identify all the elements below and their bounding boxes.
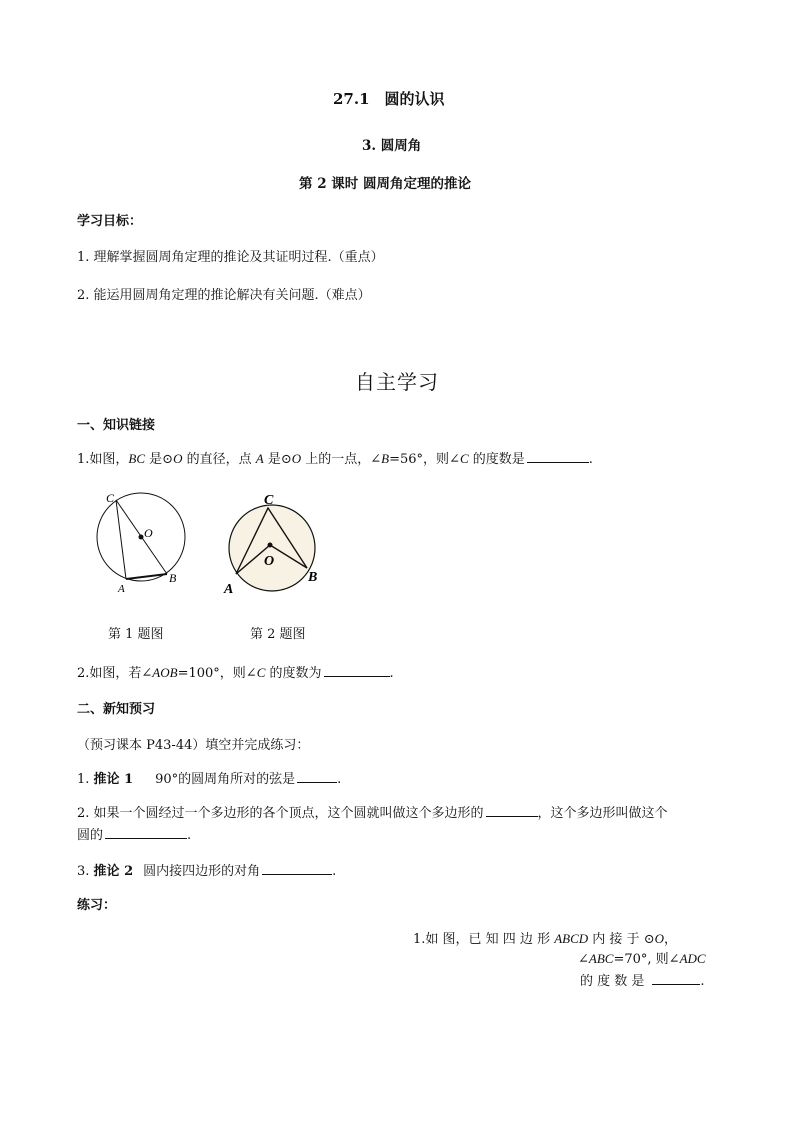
preview-item-2-cont: 圆的 . bbox=[77, 828, 192, 843]
fig2-label-a: A bbox=[224, 582, 234, 597]
preview-intro: （预习课本 P43-44）填空并完成练习： bbox=[77, 738, 310, 753]
figure-1-caption: 第 1 题图 bbox=[108, 627, 164, 642]
answer-blank[interactable] bbox=[262, 873, 332, 875]
answer-blank[interactable] bbox=[527, 461, 589, 463]
exercise-q1-line2: ∠ABC=70°, 则∠ADC bbox=[578, 951, 706, 967]
exercise-heading: 练习： bbox=[77, 898, 117, 913]
exercise-q1-line1: 1.如 图，已 知 四 边 形 ABCD 内 接 于 ⊙O， bbox=[413, 931, 677, 947]
fig2-label-c: C bbox=[264, 493, 274, 508]
objectives-heading: 学习目标： bbox=[77, 214, 143, 229]
exercise-q1-line3: 的 度 数 是 . bbox=[580, 974, 705, 989]
preview-item-1: 1. 推论 1 90°的圆周角所对的弦是 . bbox=[77, 772, 342, 787]
answer-blank[interactable] bbox=[105, 837, 187, 839]
section-subtitle: 3. 圆周角 bbox=[362, 138, 422, 154]
answer-blank[interactable] bbox=[652, 983, 700, 985]
section-heading: 自主学习 bbox=[355, 370, 439, 394]
preview-item-2: 2. 如果一个圆经过一个多边形的各个顶点，这个圆就叫做这个多边形的 ，这个多边形叫做这个 bbox=[77, 806, 668, 821]
figure-2 bbox=[218, 488, 330, 600]
question-1: 1.如图，BC 是⊙O 的直径，点 A 是⊙O 上的一点，∠B=56°，则∠C 的度数是 . bbox=[77, 451, 593, 467]
fig2-label-o: O bbox=[264, 554, 275, 569]
preview-item-3: 3. 推论 2 圆内接四边形的对角 . bbox=[77, 864, 337, 879]
fig1-label-o: O bbox=[144, 526, 153, 540]
answer-blank[interactable] bbox=[297, 781, 337, 783]
figure-2-caption: 第 2 题图 bbox=[250, 627, 306, 642]
fig2-label-b: B bbox=[308, 570, 318, 585]
question-2: 2.如图，若∠AOB=100°，则∠C 的度数为 . bbox=[77, 665, 394, 681]
fig1-label-b: B bbox=[169, 571, 177, 585]
objective-item: 1. 理解掌握圆周角定理的推论及其证明过程.（重点） bbox=[77, 250, 384, 265]
answer-blank[interactable] bbox=[486, 815, 538, 817]
part1-heading: 一、知识链接 bbox=[77, 418, 156, 433]
lesson-title: 第 2 课时 圆周角定理的推论 bbox=[299, 176, 471, 192]
figure-1 bbox=[90, 488, 195, 598]
answer-blank[interactable] bbox=[324, 675, 390, 677]
objective-item: 2. 能运用圆周角定理的推论解决有关问题.（难点） bbox=[77, 288, 371, 303]
page-title: 27.1 圆的认识 bbox=[333, 90, 445, 108]
fig1-label-a: A bbox=[118, 583, 125, 595]
fig1-label-c: C bbox=[106, 491, 115, 505]
part2-heading: 二、新知预习 bbox=[77, 702, 156, 717]
